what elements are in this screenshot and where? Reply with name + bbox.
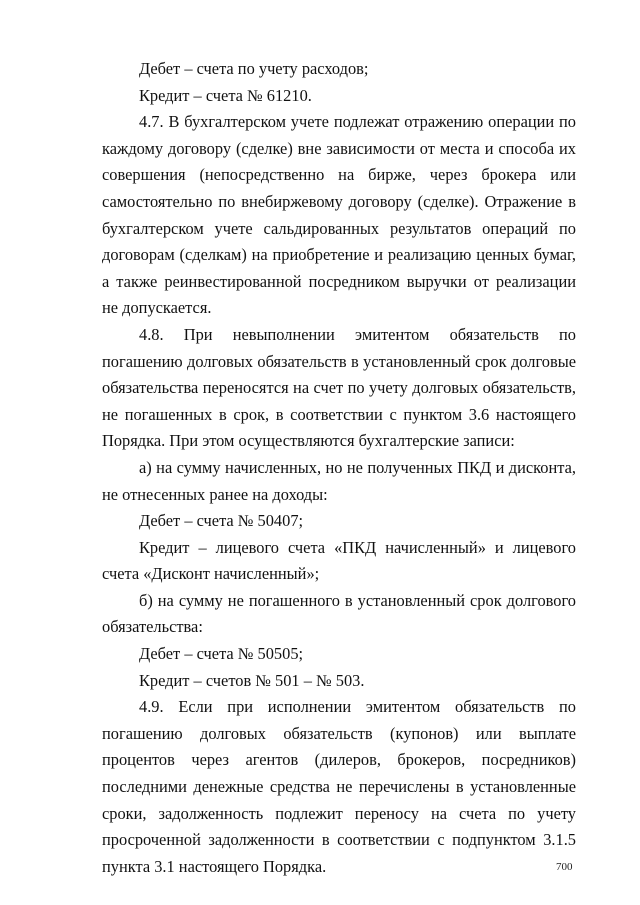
paragraph-credit-61210: Кредит – счета № 61210.	[139, 85, 312, 105]
paragraph-item-a: а) на сумму начисленных, но не полученных ПКД и дисконта, не отнесенных ранее на доходы:	[102, 457, 576, 504]
paragraph-debit-50505: Дебет – счета № 50505;	[139, 644, 304, 664]
paragraph-4-7: 4.7. В бухгалтерском учете подлежат отражению операции по каждому договору (сделке) вне зависимости от места и способа их совершения (непосредственно на бирже, через брокера или самостоятельно по внебиржевому договору (сделке). Отражение в бухгалтерском учете сальдированных результатов операций по договорам (сделкам) на приобретение и реализацию ценных бумаг, а также реинвестированной посредником выручки от реализации не допускается.	[102, 112, 576, 318]
paragraph-item-b: б) на сумму не погашенного в установленный срок долгового обязательства:	[102, 590, 576, 637]
paragraph-debit-expenses: Дебет – счета по учету расходов;	[139, 59, 369, 78]
paragraph-debit-50407: Дебет – счета № 50407;	[139, 511, 304, 531]
document-body	[102, 56, 576, 880]
paragraph-4-9: 4.9. Если при исполнении эмитентом обязательств по погашению долговых обязательств (купонов) или выплате процентов через агентов (дилеров, брокеров, посредников) последними денежные средства не перечислены в установленные сроки, задолженность подлежит переносу на счета по учету просроченной задолженности в соответствии с подпунктом 3.1.5 пункта 3.1 настоящего Порядка.	[102, 697, 576, 876]
paragraph-credit-pkd-discount: Кредит – лицевого счета «ПКД начисленный» и лицевого счета «Дисконт начисленный»;	[102, 537, 576, 584]
paragraph-4-8: 4.8. При невыполнении эмитентом обязательств по погашению долговых обязательств в установленный срок долговые обязательства переносятся на счет по учету долговых обязательств, не погашенных в срок, в соответствии с пунктом 3.6 настоящего Порядка. При этом осуществляются бухгалтерские записи:	[102, 324, 576, 451]
page-number: 700	[556, 861, 573, 873]
paragraph-credit-501-503: Кредит – счетов № 501 – № 503.	[139, 670, 365, 690]
